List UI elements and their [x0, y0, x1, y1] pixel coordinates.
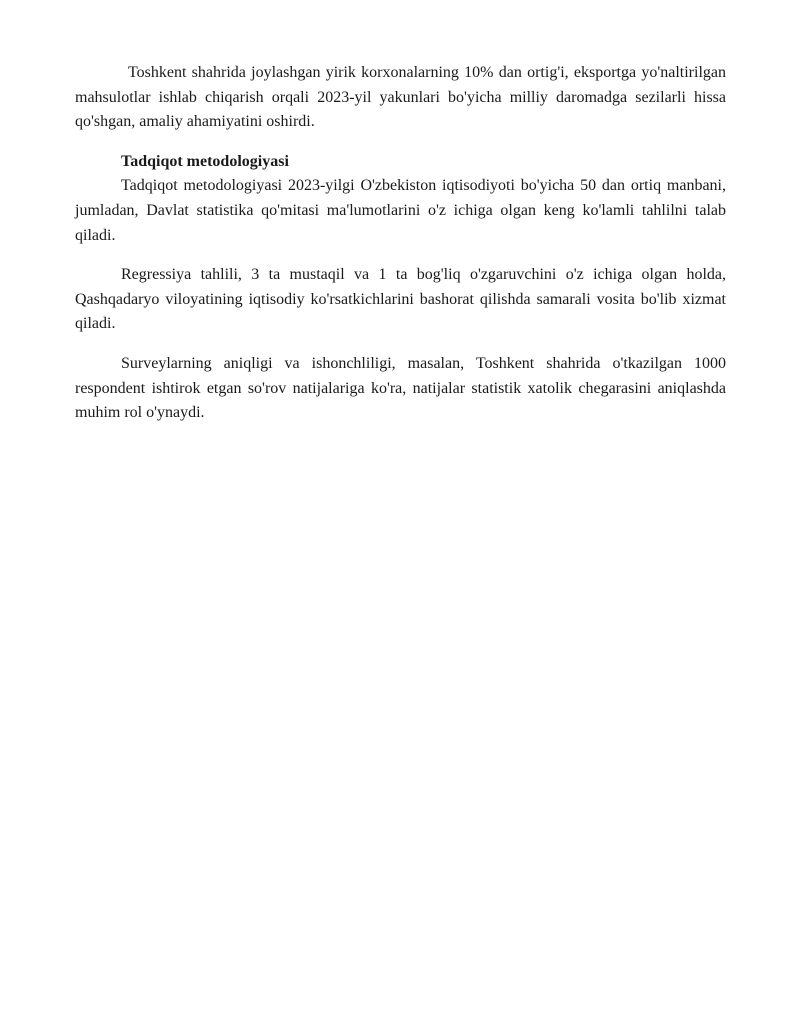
section-heading: Tadqiqot metodologiyasi [121, 152, 289, 170]
paragraph-regression: Regressiya tahlili, 3 ta mustaqil va 1 ta bog'liq o'zgaruvchini o'z ichiga olgan holda, Qashqadaryo viloyatining iqtisodiy ko'rsatkichlarini bashorat qilishda samarali vosita bo'lib xizmat qiladi. [75, 266, 726, 333]
document-page [75, 61, 726, 426]
paragraph-surveys: Surveylarning aniqligi va ishonchliligi, masalan, Toshkent shahrida o'tkazilgan 1000 respondent ishtirok etgan so'rov natijalariga ko'ra, natijalar statistik xatolik chegarasini aniqlashda muhim rol o'ynaydi. [75, 354, 726, 422]
paragraph-intro: Toshkent shahrida joylashgan yirik korxonalarning 10% dan ortig'i, eksportga yo'naltirilgan mahsulotlar ishlab chiqarish orqali 2023-yil yakunlari bo'yicha milliy daromadga sezilarli hissa qo'shgan, amaliy ahamiyatini oshirdi. [75, 64, 726, 131]
paragraph-methodology: Tadqiqot metodologiyasi 2023-yilgi O'zbekiston iqtisodiyoti bo'yicha 50 dan ortiq manbani, jumladan, Davlat statistika qo'mitasi ma'lumotlarini o'z ichiga olgan keng ko'lamli tahlilni talab qiladi. [75, 177, 726, 244]
